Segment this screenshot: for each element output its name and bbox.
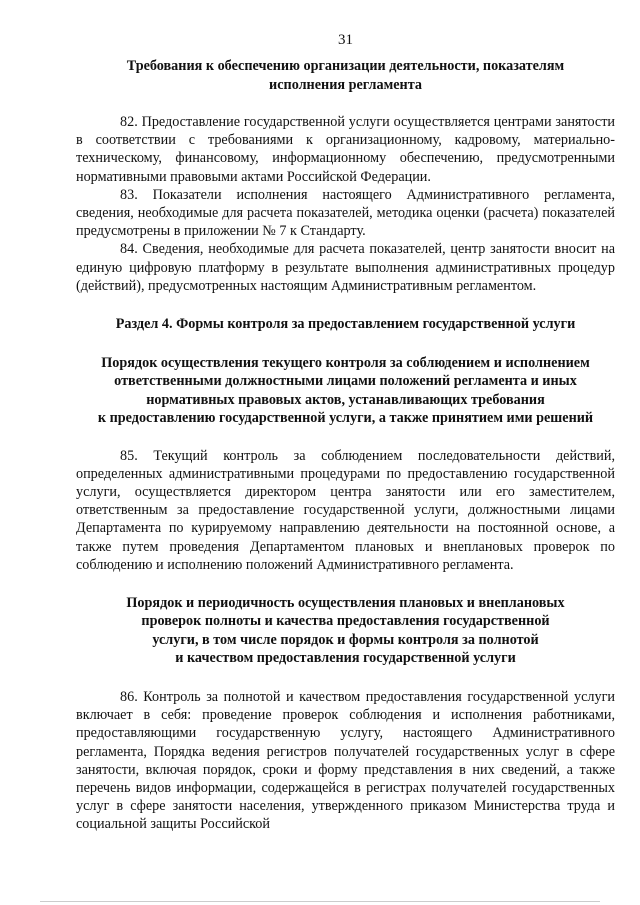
heading-line: и качеством предоставления государственной услуги bbox=[175, 650, 516, 667]
paragraph-86: 86. Контроль за полнотой и качеством предоставления государственной услуги включает в себя: проведение проверок соблюдения и исполнения работниками, предоставляющими государственную услугу, настоящего Административного регламента, Порядка ведения регистров получателей государственных услуг в сфере занятости, включая порядок, сроки и форму представления в них сведений, а также перечень видов информации, содержащейся в регистрах получателей государственных услуг в сфере занятости населения, утвержденного приказом Министерства труда и социальной защиты Российской bbox=[76, 688, 615, 833]
paragraph-83: 83. Показатели исполнения настоящего Административного регламента, сведения, необходимые для расчета показателей, методика оценки (расчета) показателей предусмотрены в приложении № 7 к Стандарту. bbox=[76, 186, 615, 240]
heading-line: Порядок осуществления текущего контроля за соблюдением и исполнением bbox=[101, 354, 590, 371]
heading-line: исполнения регламента bbox=[269, 76, 422, 93]
heading-line: ответственными должностными лицами положений регламента и иных bbox=[114, 373, 577, 390]
heading-line: к предоставлению государственной услуги, а также принятием ими решений bbox=[97, 410, 594, 427]
paragraph-82: 82. Предоставление государственной услуги осуществляется центрами занятости в соответствии с требованиями к организационному, кадровому, материально-техническому, финансовому, информационному обеспечению, предусмотренными нормативными правовыми актами Российской Федерации. bbox=[76, 114, 615, 185]
scan-edge-line bbox=[40, 901, 600, 902]
heading-line: Требования к обеспечению организации деятельности, показателям bbox=[126, 58, 565, 74]
paragraph-85: 85. Текущий контроль за соблюдением последовательности действий, определенных административными процедурами по предоставлению государственной услуги, осуществляется директором центра занятости или его заместителем, ответственным за предоставление государственной услуги, должностными лицами Департамента по курируемому направлению деятельности на постоянной основе, а также путем проведения Департаментом плановых и внеплановых проверок по соблюдению и исполнению положений Административного регламента. bbox=[76, 447, 615, 573]
heading-line: Раздел 4. Формы контроля за предоставлением государственной услуги bbox=[115, 316, 576, 333]
page-number: 31 bbox=[338, 32, 353, 48]
heading-inspections bbox=[76, 594, 615, 668]
heading-line: нормативных правовых актов, устанавливающих требования bbox=[146, 391, 545, 408]
paragraph-84: 84. Сведения, необходимые для расчета показателей, центр занятости вносит на единую цифровую платформу в результате выполнения административных процедур (действий), предусмотренных настоящим Административным регламентом. bbox=[76, 241, 615, 294]
heading-line: услуги, в том числе порядок и формы контроля за полнотой bbox=[152, 631, 539, 648]
heading-current-control bbox=[76, 354, 615, 428]
heading-line: Порядок и периодичность осуществления плановых и внеплановых bbox=[126, 594, 565, 611]
heading-line: проверок полноты и качества предоставления государственной bbox=[141, 613, 550, 630]
heading-section-4 bbox=[76, 315, 615, 334]
heading-requirements bbox=[76, 57, 615, 94]
